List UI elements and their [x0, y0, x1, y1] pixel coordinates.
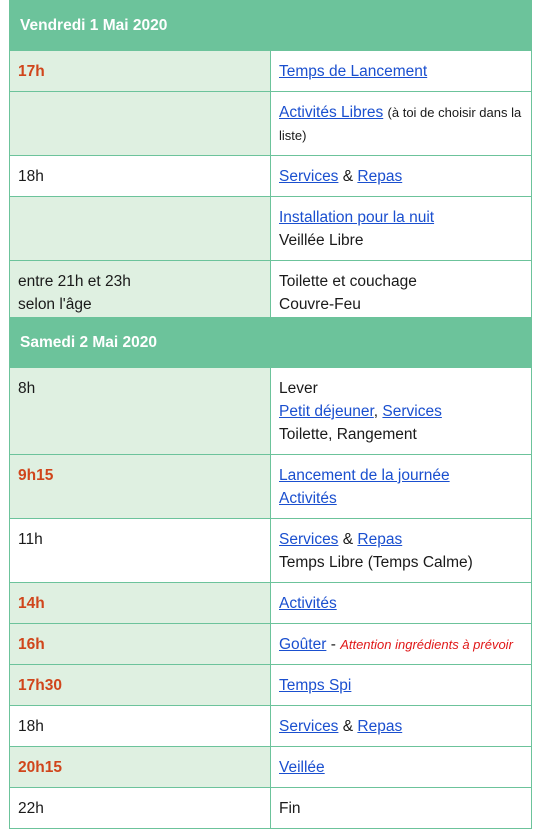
schedule-table-day2	[9, 317, 532, 829]
table-row	[10, 665, 532, 706]
time-cell	[10, 261, 271, 325]
time-cell: 8h	[10, 368, 271, 455]
activity-cell	[271, 261, 532, 325]
link-services[interactable]: Services	[279, 531, 339, 548]
time-cell: 11h	[10, 519, 271, 583]
day-title: Vendredi 1 Mai 2020	[10, 1, 532, 51]
activity-text: Couvre-Feu	[279, 296, 361, 313]
time-cell: 18h	[10, 156, 271, 197]
link-temps-spi[interactable]: Temps Spi	[279, 677, 352, 694]
time-cell: 14h	[10, 583, 271, 624]
table-row	[10, 261, 532, 325]
table-row	[10, 583, 532, 624]
schedule-table-day1	[9, 0, 532, 325]
time-cell: 17h30	[10, 665, 271, 706]
activity-cell	[271, 197, 532, 261]
link-activites[interactable]: Activités	[279, 595, 337, 612]
activity-text: Temps Libre (Temps Calme)	[279, 554, 473, 571]
time-cell: 22h	[10, 788, 271, 829]
table-row	[10, 706, 532, 747]
activity-cell	[271, 368, 532, 455]
activity-text: Lever	[279, 380, 318, 397]
activity-cell	[271, 519, 532, 583]
activity-cell	[271, 51, 532, 92]
link-gouter[interactable]: Goûter	[279, 636, 327, 653]
link-activites[interactable]: Activités	[279, 490, 337, 507]
activity-cell	[271, 706, 532, 747]
day-header	[10, 318, 532, 368]
link-repas[interactable]: Repas	[357, 168, 403, 185]
time-cell: 20h15	[10, 747, 271, 788]
table-row	[10, 368, 532, 455]
activity-text: Toilette et couchage	[279, 273, 417, 290]
time-text: entre 21h et 23h	[18, 273, 131, 290]
link-repas[interactable]: Repas	[357, 531, 403, 548]
table-row	[10, 747, 532, 788]
separator: &	[342, 531, 354, 548]
activity-cell	[271, 788, 532, 829]
link-repas[interactable]: Repas	[357, 718, 403, 735]
table-row	[10, 788, 532, 829]
link-temps-de-lancement[interactable]: Temps de Lancement	[279, 63, 428, 80]
table-row	[10, 455, 532, 519]
table-row	[10, 197, 532, 261]
link-services[interactable]: Services	[279, 168, 339, 185]
time-cell: 9h15	[10, 455, 271, 519]
time-cell: 18h	[10, 706, 271, 747]
activity-text: Fin	[279, 800, 301, 817]
activity-cell	[271, 455, 532, 519]
time-cell: 17h	[10, 51, 271, 92]
time-cell	[10, 197, 271, 261]
activity-cell	[271, 747, 532, 788]
table-row	[10, 624, 532, 665]
time-cell	[10, 92, 271, 156]
link-lancement-journee[interactable]: Lancement de la journée	[279, 467, 450, 484]
activity-cell	[271, 156, 532, 197]
time-cell: 16h	[10, 624, 271, 665]
separator: &	[342, 718, 354, 735]
time-text: selon l'âge	[18, 296, 92, 313]
activity-text: Veillée Libre	[279, 232, 364, 249]
separator: -	[330, 636, 336, 653]
day-title: Samedi 2 Mai 2020	[10, 318, 532, 368]
day-header	[10, 1, 532, 51]
link-veillee[interactable]: Veillée	[279, 759, 325, 776]
link-services[interactable]: Services	[382, 403, 442, 420]
separator: ,	[373, 403, 379, 420]
separator: &	[342, 168, 354, 185]
link-services[interactable]: Services	[279, 718, 339, 735]
activity-cell	[271, 92, 532, 156]
link-activites-libres[interactable]: Activités Libres	[279, 104, 384, 121]
warning-text: Attention ingrédients à prévoir	[340, 637, 513, 652]
link-petit-dejeuner[interactable]: Petit déjeuner	[279, 403, 374, 420]
activity-note: (à toi de choisir dans la liste)	[279, 105, 522, 143]
table-row	[10, 156, 532, 197]
activity-cell	[271, 583, 532, 624]
table-row	[10, 51, 532, 92]
activity-text: Toilette, Rangement	[279, 426, 417, 443]
link-installation-nuit[interactable]: Installation pour la nuit	[279, 209, 435, 226]
table-row	[10, 92, 532, 156]
activity-cell	[271, 624, 532, 665]
table-row	[10, 519, 532, 583]
activity-cell	[271, 665, 532, 706]
